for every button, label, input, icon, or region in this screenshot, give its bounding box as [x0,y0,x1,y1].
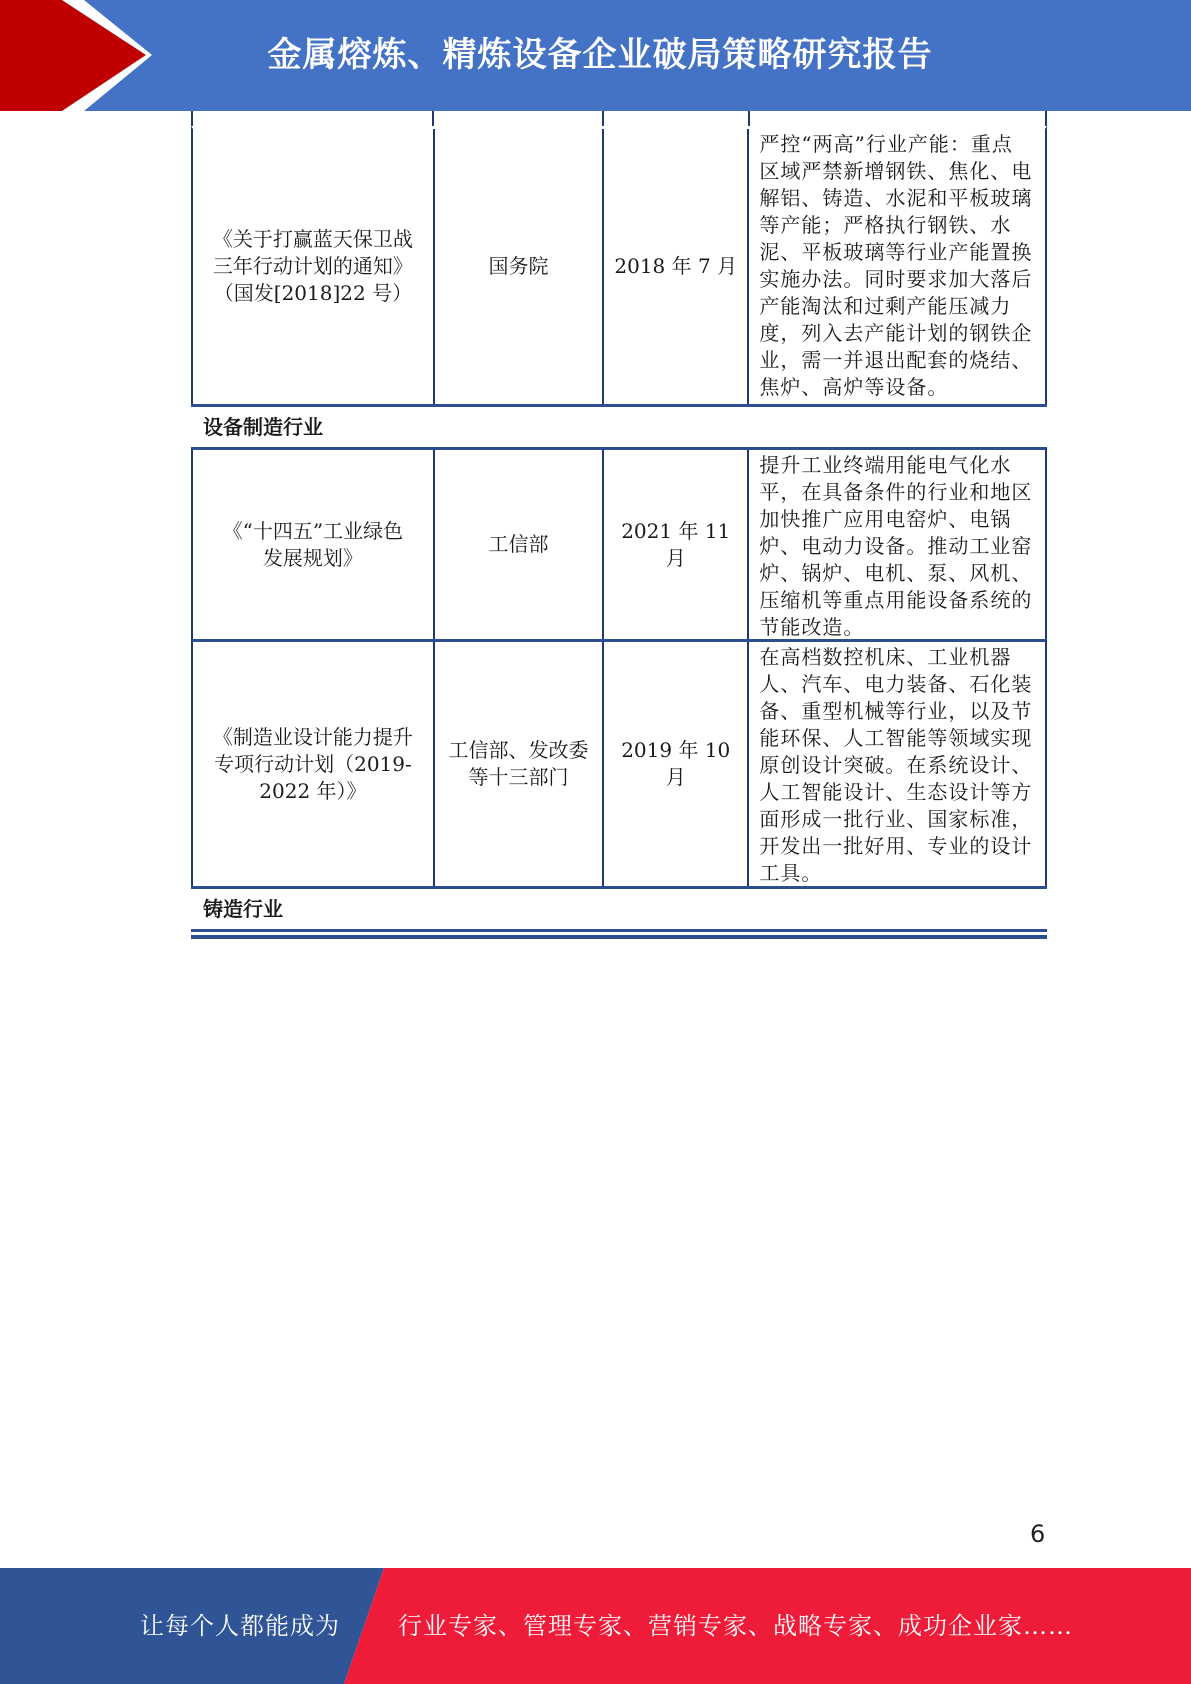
report-title: 金属熔炼、精炼设备企业破局策略研究报告 [267,35,933,75]
page-number: 6 [1030,1520,1046,1548]
content-line: 人工智能设计、生态设计等方 [759,780,1033,804]
policy-name-line: 《“十四五”工业绿色 [222,518,404,543]
issuer-line: 等十三部门 [468,765,569,789]
table-bottom-rule [191,929,1047,939]
content-line: 炉、锅炉、电机、泵、风机、 [759,561,1033,585]
policy-name-cell [193,129,433,404]
content-line: 解铝、铸造、水泥和平板玻璃 [759,186,1033,210]
content-line: 炉、电动力设备。推动工业窑 [759,534,1033,558]
table-continuation-edge [191,111,1047,126]
content-line: 平，在具备条件的行业和地区 [759,480,1033,504]
content-line: 压缩机等重点用能设备系统的 [759,588,1033,612]
content-line: 开发出一批好用、专业的设计 [759,834,1033,858]
table-row [191,447,1047,639]
policy-name-line: 2022 年）》 [259,778,367,803]
content-line: 产能淘汰和过剩产能压减力 [759,294,1012,318]
policy-name-line: 三年行动计划的通知》 [212,254,413,278]
content-cell [747,642,1045,886]
content-line: 加快推广应用电窑炉、电锅 [759,507,1012,531]
content-line: 区域严禁新增钢铁、焦化、电 [759,159,1033,183]
content-line: 节能改造。 [759,615,865,639]
policy-name-cell [193,642,433,886]
content-line: 业，需一并退出配套的烧结、 [759,348,1033,372]
content-line: 备、重型机械等行业，以及节 [759,699,1033,723]
date-cell: 2019 年 10 月 [602,642,747,886]
policy-name-cell [193,450,433,639]
content-line: 能环保、人工智能等领域实现 [759,726,1033,750]
section-heading-casting: 铸造行业 [191,886,1047,929]
content-cell [747,129,1045,404]
content-line: 实施办法。同时要求加大落后 [759,267,1033,291]
content-cell [747,450,1045,639]
issuer-line: 工信部、发改委 [448,738,589,762]
content-line: 度，列入去产能计划的钢铁企 [759,321,1033,345]
footer-slogan-right: 行业专家、管理专家、营销专家、战略专家、成功企业家…… [398,1612,1073,1640]
policy-name-line: 专项行动计划（2019- [214,751,412,776]
chevron-logo-icon [0,0,160,111]
date-cell: 2021 年 11 月 [602,450,747,639]
footer-slogan-left: 让每个人都能成为 [140,1612,340,1640]
content-line: 面形成一批行业、国家标准， [759,807,1033,831]
policy-name-line: （国发[2018]22 号） [213,281,413,305]
footer-banner [0,1568,1191,1684]
content-line: 等产能；严格执行钢铁、水 [759,213,1012,237]
issuer-cell: 工信部 [433,450,602,639]
content-line: 焦炉、高炉等设备。 [759,375,949,399]
section-heading-equipment: 设备制造行业 [191,404,1047,447]
content-line: 人、汽车、电力装备、石化装 [759,672,1033,696]
policy-name-line: 发展规划》 [262,545,363,570]
table-row [191,126,1047,404]
content-line: 在高档数控机床、工业机器 [759,645,1012,669]
table-row [191,639,1047,886]
content-line: 原创设计突破。在系统设计、 [759,753,1033,777]
content-line: 泥、平板玻璃等行业产能置换 [759,240,1033,264]
issuer-cell [433,642,602,886]
content-line: 严控“两高”行业产能：重点 [759,132,1013,156]
policy-name-line: 《制造业设计能力提升 [212,724,413,749]
issuer-cell: 国务院 [433,129,602,404]
content-line: 工具。 [759,861,823,885]
header-bar [0,0,1191,111]
policy-name-line: 《关于打赢蓝天保卫战 [212,227,413,251]
policy-table [191,126,1047,939]
date-cell: 2018 年 7 月 [602,129,747,404]
content-line: 提升工业终端用能电气化水 [759,453,1012,477]
